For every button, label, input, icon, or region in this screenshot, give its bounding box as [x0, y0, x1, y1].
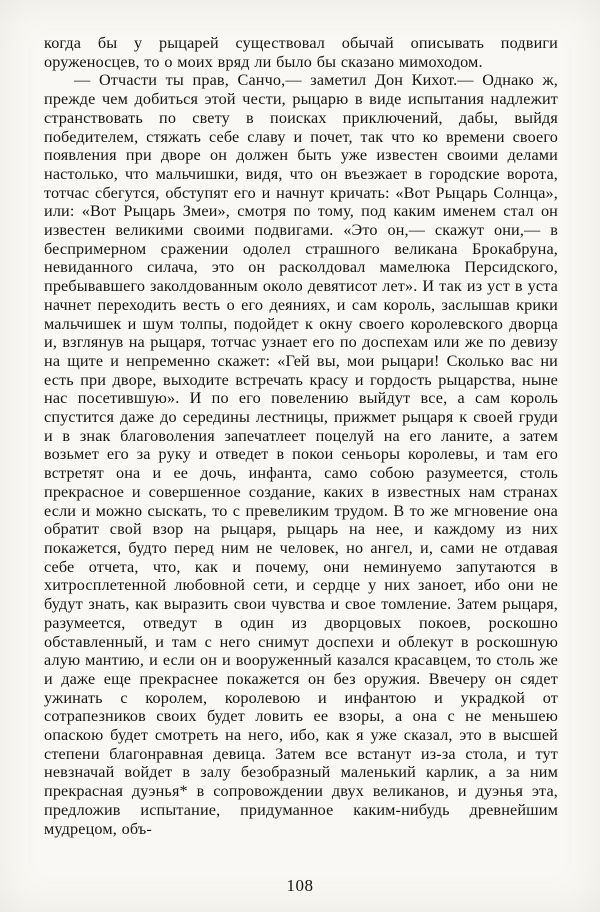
page-text: [44, 34, 558, 838]
paragraph-continuation: когда бы у рыцарей существовал обычай описывать подвиги оруженосцев, то о моих вряд ли было бы сказано мимоходом.: [44, 34, 558, 71]
paragraph-dialogue: — Отчасти ты прав, Санчо,— заметил Дон Кихот.— Однако ж, прежде чем добиться этой чести, рыцарю в виде испытания надлежит странствовать по свету в поисках приключений, дабы, выйдя победителем, стяжать себе славу и почет, так что ко времени своего появления при дворе он должен быть уже известен своими делами настолько, что мальчишки, видя, что он въезжает в городские ворота, тотчас сбегутся, обступят его и начнут кричать: «Вот Рыцарь Солнца», или: «Вот Рыцарь Змеи», смотря по тому, под каким именем стал он известен великими своими подвигами. «Это он,— скажут они,— в беспримерном сражении одолел страшного великана Брокабруна, невиданного силача, это он расколдовал мамелюка Персидского, пребывавшего заколдованным около девятисот лет». И так из уст в уста начнет переходить весть о его деяниях, и сам король, заслышав крики мальчишек и шум толпы, подойдет к окну своего королевского дворца и, взглянув на рыцаря, тотчас узнает его по доспехам или же по девизу на щите и непременно скажет: «Гей вы, мои рыцари! Сколько вас ни есть при дворе, выходите встречать красу и гордость рыцарства, ныне нас посетившую». И по его повелению выйдут все, а сам король спустится даже до середины лестницы, прижмет рыцаря к своей груди и в знак благоволения запечатлеет поцелуй на его ланите, а затем возьмет его за руку и отведет в покои сеньоры королевы, и там его встретят она и ее дочь, инфанта, само собою разумеется, столь прекрасное и совершенное создание, каких в известных нам странах если и можно сыскать, то с превеликим трудом. В то же мгновение она обратит свой взор на рыцаря, рыцарь на нее, и каждому из них покажется, будто перед ним не человек, но ангел, и, сами не отдавая себе отчета, что, как и почему, они неминуемо запутаются в хитросплетенной любовной сети, и сердце у них заноет, ибо они не будут знать, как выразить свои чувства и свое томление. Затем рыцаря, разумеется, отведут в один из дворцовых покоев, роскошно обставленный, и там с него снимут доспехи и облекут в роскошную алую мантию, и если он и вооруженный казался красавцем, то столь же и даже еще прекраснее покажется он без оружия. Ввечеру он сядет ужинать с королем, королевою и инфантою и украдкой от сотрапезников своих будет ловить ее взоры, а она с не меньшею опаскою будет смотреть на него, ибо, как я уже сказал, это в высшей степени благонравная девица. Затем все встанут из-за стола, и тут невзначай войдет в залу безобразный маленький карлик, а за ним прекрасная дуэнья* в сопровождении двух великанов, и дуэнья эта, предложив испытание, придуманное каким-нибудь древнейшим мудрецом, объ-: [44, 71, 558, 838]
page-number: 108: [286, 876, 314, 895]
